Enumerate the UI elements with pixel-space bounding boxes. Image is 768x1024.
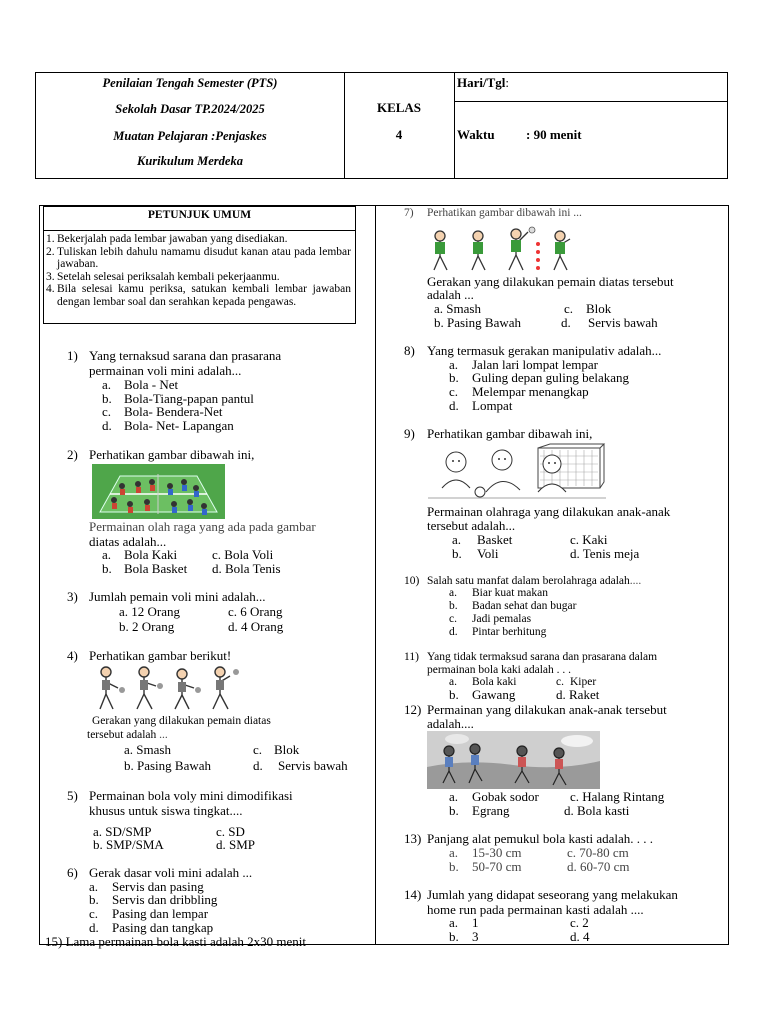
question-text: Yang ternaksud sarana dan prasarana [89,348,282,363]
option-a[interactable]: Bola - Net [124,377,179,392]
option-a[interactable]: a. Smash [434,301,481,316]
instructions-title: PETUNJUK UMUM [44,207,355,231]
question-number: 14) [404,887,422,902]
option-b[interactable]: Badan sehat dan bugar [472,600,577,612]
option-letter: d. [89,920,99,935]
question-text: tersebut adalah ... [87,729,168,741]
option-letter: c. [102,404,112,419]
question-text: Gerak dasar voli mini adalah ... [89,865,253,880]
option-d[interactable]: d. SMP [216,837,256,852]
option-c[interactable]: Kiper [570,676,597,688]
option-a[interactable]: Servis dan pasing [112,879,204,894]
volleyball-players-image [92,664,242,714]
option-letter: b. [449,370,459,385]
option-c[interactable]: Blok [274,742,300,757]
option-a[interactable]: 1 [472,915,479,930]
option-letter: a. [102,547,112,562]
option-letter: c. [89,906,99,921]
option-d[interactable]: d. Bola Tenis [212,561,281,576]
question-text: adalah.... [427,716,474,731]
option-a[interactable]: Gobak sodor [472,789,539,804]
question-number: 1) [67,348,78,363]
option-c[interactable]: Blok [586,301,612,316]
option-c[interactable]: c. 6 Orang [228,604,283,619]
option-letter: a. [449,676,457,688]
option-a[interactable]: a. 12 Orang [119,604,181,619]
children-football-image [428,442,606,502]
option-b[interactable]: b. Pasing Bawah [434,315,522,330]
question-number: 3) [67,589,78,604]
option-letter: d. [561,315,571,330]
question-text: Permainan yang dilakukan anak-anak tersebut [427,702,667,717]
option-d[interactable]: d. Bola kasti [564,803,630,818]
option-letter: b. [102,391,112,406]
question-text: Permainan bola voly mini dimodifikasi [89,788,293,803]
children-playing-image [427,731,600,789]
option-b[interactable]: Guling depan guling belakang [472,370,630,385]
option-b[interactable]: b. 2 Orang [119,619,175,634]
option-c[interactable]: c. 2 [570,915,589,930]
header-class-value: 4 [395,127,403,142]
question-text: Jumlah yang didapat seseorang yang melakukan [427,887,678,902]
question-text: Yang tidak termaksud sarana dan prasarana dalam [427,651,658,663]
question-text: Salah satu manfat dalam berolahraga adalah.... [427,575,642,587]
option-b[interactable]: Egrang [472,803,510,818]
option-d[interactable]: d. Tenis meja [570,546,640,561]
option-letter: a. [449,789,459,804]
question-text: Gerakan yang dilakukan pemain diatas tersebut [427,274,674,289]
option-b[interactable]: b. Pasing Bawah [124,758,212,773]
question-text: Perhatikan gambar dibawah ini ... [427,207,582,219]
option-c[interactable]: c. SD [216,824,245,839]
question-number: 5) [67,788,78,803]
option-letter: c. [449,384,459,399]
option-b[interactable]: b. SMP/SMA [93,837,164,852]
option-b[interactable]: Bola Basket [124,561,188,576]
option-a[interactable]: Basket [477,532,513,547]
option-d[interactable]: Lompat [472,398,513,413]
header-time-label: Waktu [457,127,495,142]
option-b[interactable]: Gawang [472,687,516,702]
header-time-value: : 90 menit [526,127,582,142]
question-text: Panjang alat pemukul bola kasti adalah. . . . [427,831,653,846]
option-d[interactable]: d. Raket [556,687,600,702]
question-number: 8) [404,343,415,358]
option-letter: b. [452,546,462,561]
question-text: Permainan olahraga yang dilakukan anak-anak [427,504,671,519]
option-letter: d. [102,418,112,433]
header-school-name: Sekolah Dasar TP.2024/2025 [115,102,265,116]
header-curriculum: Kurikulum Merdeka [137,154,243,168]
question-number: 2) [67,447,78,462]
option-c[interactable]: Pasing dan lempar [112,906,209,921]
question-15: 15) Lama permainan bola kasti adalah 2x30 menit [45,934,306,949]
option-letter: b. [449,600,458,612]
question-text: khusus untuk siswa tingkat.... [89,803,243,818]
question-text: Perhatikan gambar dibawah ini, [89,447,255,462]
question-text: Gerakan yang dilakukan pemain diatas [92,715,271,727]
option-letter: b. [449,859,459,874]
option-b[interactable]: 3 [472,929,479,944]
instructions-box [43,206,356,324]
header-date-time-cell [454,73,727,178]
instruction-item: 4. Bila selesai kamu periksa, satukan kembali lembar jawaban dengan lembar soal dan serahkan kepada pengawas. [46,283,351,308]
option-d[interactable]: Pasing dan tangkap [112,920,214,935]
question-text: Perhatikan gambar berikut! [89,648,232,663]
question-number: 13) [404,831,422,846]
question-text: Jumlah pemain voli mini adalah... [89,589,266,604]
instruction-item: 2. Tuliskan lebih dahulu namamu disudut kanan atau pada lembar jawaban. [46,245,351,270]
header-exam-title: Penilaian Tengah Semester (PTS) [102,76,278,90]
question-number: 9) [404,426,415,441]
volleyball-court-image [92,464,225,519]
option-letter: d. [253,758,263,773]
option-c[interactable]: c. Halang Rintang [570,789,665,804]
option-c[interactable]: c. Kaki [570,532,608,547]
option-b[interactable]: Bola-Tiang-papan pantul [124,391,254,406]
header-subject: Muatan Pelajaran :Penjaskes [113,129,267,143]
instruction-item: 3. Setelah selesai periksalah kembali pekerjaanmu. [46,270,280,283]
header-school-info [36,73,345,178]
question-text: permainan bola kaki adalah . . . [427,664,572,676]
question-number: 4) [67,648,78,663]
option-a[interactable]: a. Smash [124,742,171,757]
option-a[interactable]: 15-30 cm [472,845,522,860]
question-text: tersebut adalah... [427,518,516,533]
question-text: diatas adalah... [89,534,167,549]
option-letter: c. [253,742,263,757]
option-d[interactable]: d. 60-70 cm [567,859,630,874]
column-divider [375,206,376,944]
option-letter: b. [449,687,459,702]
option-d[interactable]: Bola- Net- Lapangan [124,418,234,433]
header-date-label: Hari/Tgl: [457,75,510,90]
option-letter: b. [449,803,459,818]
question-text: Perhatikan gambar dibawah ini, [427,426,593,441]
option-letter: a. [452,532,462,547]
option-letter: a. [102,377,112,392]
question-text: adalah ... [427,287,474,302]
option-letter: c. [556,676,564,688]
header-class-label: KELAS [376,100,422,115]
exam-header [35,72,728,179]
option-d[interactable]: Servis bawah [588,315,658,330]
option-letter: c. [449,613,457,625]
option-d[interactable]: d. 4 Orang [228,619,284,634]
option-letter: a. [449,357,459,372]
option-b[interactable]: Servis dan dribbling [112,892,218,907]
option-letter: d. [449,398,459,413]
option-letter: a. [449,915,459,930]
question-text: Yang termasuk gerakan manipulativ adalah... [427,343,662,358]
volleyball-players-image [428,224,578,274]
option-letter: d. [449,626,458,638]
option-letter: b. [449,929,459,944]
option-d[interactable]: Servis bawah [278,758,348,773]
header-date-row [454,73,727,102]
question-number: 12) [404,702,422,717]
question-number: 11) [404,651,419,663]
question-text: Permainan olah raga yang ada pada gambar [89,519,316,534]
option-c[interactable]: Jadi pemalas [472,613,532,625]
option-c[interactable]: c. 70-80 cm [567,845,629,860]
option-a[interactable]: Jalan lari lompat lempar [472,357,598,372]
option-c[interactable]: c. Bola Voli [212,547,274,562]
option-d[interactable]: d. 4 [570,929,590,944]
option-a[interactable]: a. SD/SMP [93,824,152,839]
option-b[interactable]: Voli [477,546,499,561]
instructions-list [46,233,351,308]
option-letter: b. [102,561,112,576]
option-letter: a. [449,845,459,860]
option-c[interactable]: Bola- Bendera-Net [124,404,223,419]
question-number: 7) [404,207,414,219]
question-text: permainan voli mini adalah... [89,363,242,378]
option-letter: b. [89,892,99,907]
option-letter: a. [89,879,99,894]
option-letter: c. [564,301,574,316]
option-a[interactable]: Bola kaki [472,676,517,688]
header-class-cell [344,73,455,178]
instruction-item: 1. Bekerjalah pada lembar jawaban yang disediakan. [46,233,288,245]
option-letter: a. [449,587,457,599]
option-c[interactable]: Melempar menangkap [472,384,589,399]
question-number: 10) [404,575,420,587]
question-text: home run pada permainan kasti adalah .... [427,902,644,917]
option-a[interactable]: Bola Kaki [124,547,178,562]
option-d[interactable]: Pintar berhitung [472,626,547,638]
question-number: 6) [67,865,78,880]
option-b[interactable]: 50-70 cm [472,859,522,874]
option-a[interactable]: Biar kuat makan [472,587,549,599]
